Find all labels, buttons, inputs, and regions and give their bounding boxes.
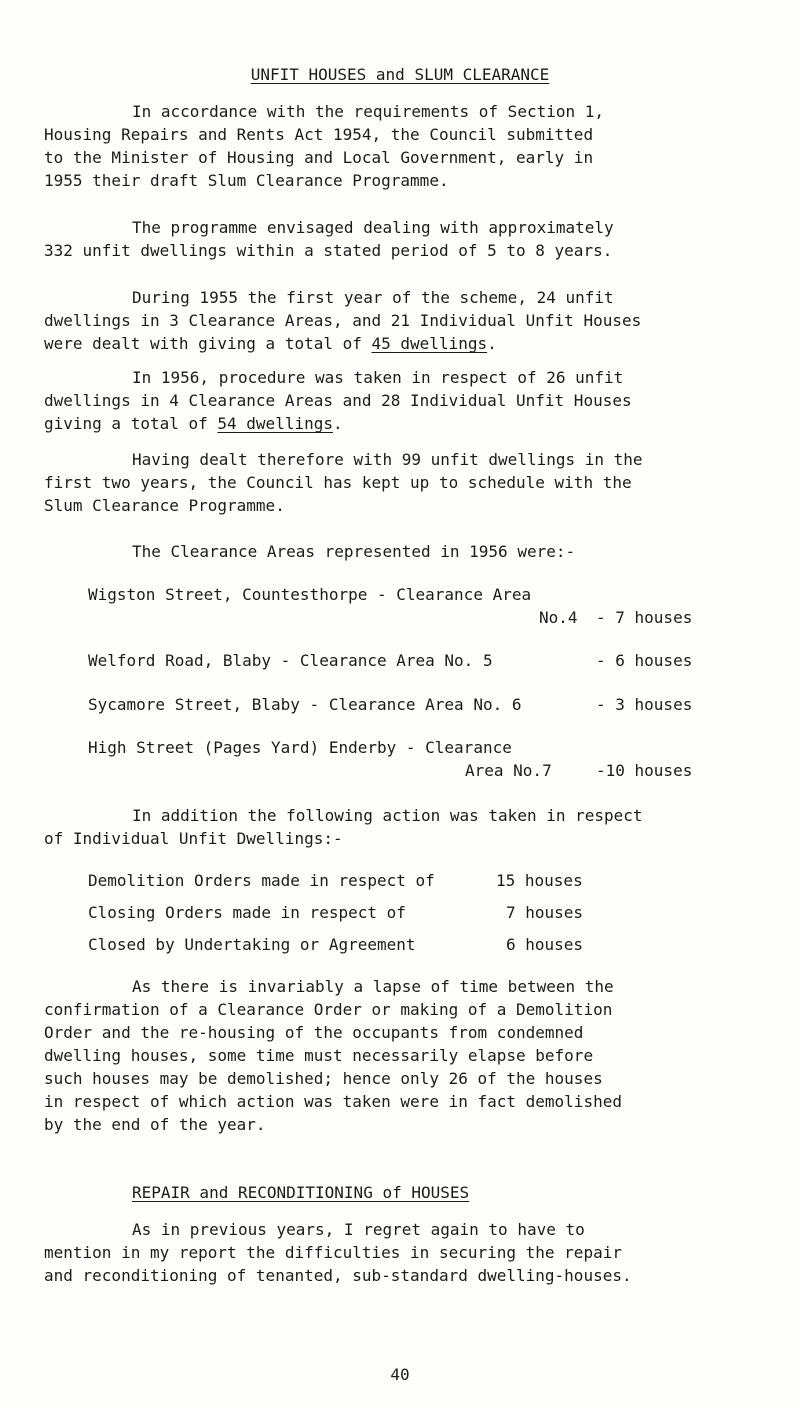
- paragraph-1955: During 1955 the first year of the scheme, 24 unfit dwellings in 3 Clearance Areas, and 21 Individual Unfit Houses were dealt with giving a total of 45 dwellings.: [44, 288, 642, 353]
- individual-1-count: 15 houses: [496, 871, 583, 890]
- area-4-number: Area No.7: [465, 761, 552, 780]
- individual-1-label: Demolition Orders made in respect of: [88, 871, 435, 890]
- paragraph-repair: As in previous years, I regret again to have to mention in my report the difficulties in securing the repair and reconditioning of tenanted, sub-standard dwelling-houses.: [44, 1220, 632, 1285]
- area-3-count: - 3 houses: [596, 695, 693, 714]
- area-4-count: -10 houses: [596, 761, 693, 780]
- clearance-areas-intro: The Clearance Areas represented in 1956 were:-: [132, 542, 576, 561]
- area-1-count: - 7 houses: [596, 608, 693, 627]
- paragraph-demolition: As there is invariably a lapse of time between the confirmation of a Clearance Order or making of a Demolition Order and the re-housing of the occupants from condemned dwelling houses, some time must necessarily elapse before such houses may be demolished; hence only 26 of the houses in respect of which action was taken were in fact demolished by the end of the year.: [44, 977, 622, 1134]
- individual-3-count: 6 houses: [506, 935, 584, 954]
- individual-3-label: Closed by Undertaking or Agreement: [88, 935, 416, 954]
- area-4-description: High Street (Pages Yard) Enderby - Clearance: [88, 738, 512, 757]
- area-1-description: Wigston Street, Countesthorpe - Clearance Area: [88, 585, 532, 604]
- area-1-number: No.4: [539, 608, 578, 627]
- individual-2-label: Closing Orders made in respect of: [88, 903, 406, 922]
- area-2-count: - 6 houses: [596, 651, 693, 670]
- paragraph-individual-intro: In addition the following action was taken in respect of Individual Unfit Dwellings:-: [44, 806, 643, 848]
- paragraph-programme: The programme envisaged dealing with approximately 332 unfit dwellings within a stated period of 5 to 8 years.: [44, 218, 614, 260]
- area-2-description: Welford Road, Blaby - Clearance Area No. 5: [88, 651, 493, 670]
- area-3-description: Sycamore Street, Blaby - Clearance Area No. 6: [88, 695, 522, 714]
- paragraph-schedule: Having dealt therefore with 99 unfit dwellings in the first two years, the Council has kept up to schedule with the Slum Clearance Programme.: [44, 450, 643, 515]
- section-heading-unfit-houses: UNFIT HOUSES and SLUM CLEARANCE: [250, 65, 550, 84]
- paragraph-1956: In 1956, procedure was taken in respect of 26 unfit dwellings in 4 Clearance Areas and 28 Individual Unfit Houses giving a total of 54 dwellings.: [44, 368, 632, 433]
- paragraph-intro: In accordance with the requirements of Section 1, Housing Repairs and Rents Act 1954, the Council submitted to the Minister of Housing and Local Government, early in 1955 their draft Slum Clearance Programme.: [44, 102, 605, 190]
- individual-2-count: 7 houses: [506, 903, 584, 922]
- section-heading-repair: REPAIR and RECONDITIONING of HOUSES: [132, 1183, 470, 1202]
- page-number: 40: [390, 1365, 410, 1384]
